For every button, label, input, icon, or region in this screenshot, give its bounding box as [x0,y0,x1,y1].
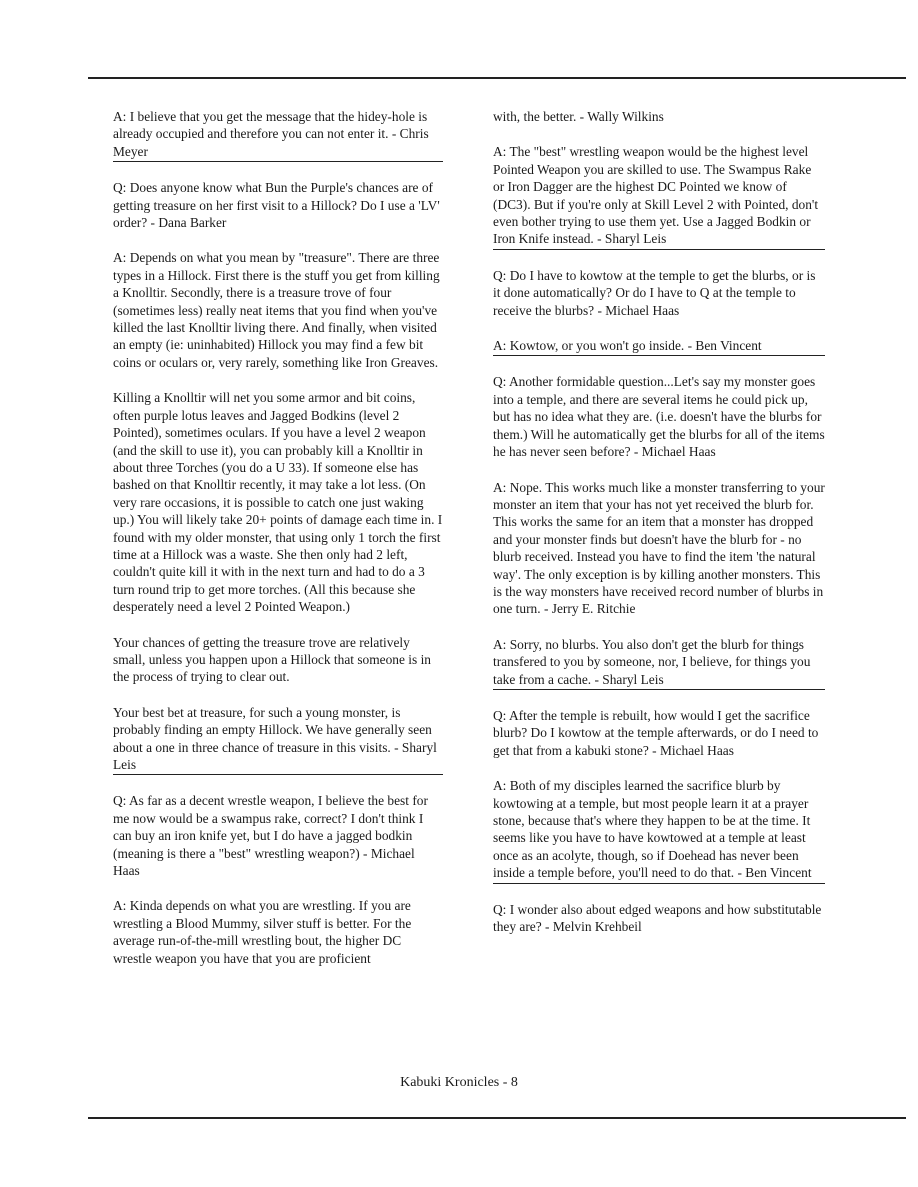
qa-paragraph: A: Nope. This works much like a monster transferring to your monster an item that your has not yet received the blurb for. This works the same for an item that a monster has dropped and your monster finds but doesn't have the blurb for - no blurb received. Instead you have to find the item 'the natural way'. The only exception is by killing another monsters. This is the way monsters have received record number of blurbs in one turn. - Jerry E. Ritchie [493,479,825,617]
qa-paragraph: Q: I wonder also about edged weapons and how substitutable they are? - Melvin Krehbeil [493,901,822,935]
qa-paragraph: Killing a Knolltir will net you some armor and bit coins, often purple lotus leaves and Jagged Bodkins (level 2 Pointed), sometimes oculars. If you have a level 2 weapon (and the skill to use it), you can probably kill a Knolltir in about three Torches (you do a U 33). If someone else has bashed on that Knolltir recently, it may take a lot less. (On very rare occasions, it is possible to catch one just waking up.) You will likely take 20+ points of damage each time in. I found with my older monster, that using only 1 torch the first time at a Hillock was a waste. She then only had 2 left, couldn't quite kill it with in the next turn and had to do a 3 turn round trip to get more torches. (All this because she desperately need a level 2 Pointed Weapon.) [113,390,443,615]
qa-paragraph: A: Both of my disciples learned the sacrifice blurb by kowtowing at a temple, but most people learn it at a prayer stone, because that's where they happen to be at the time. It seems like you have to have kowtowed at a temple at least once as an acolyte, though, so if Doehead has never been inside a temple before, you'll need to do that. - Ben Vincent [493,777,825,883]
right-column [493,108,825,953]
qa-paragraph: with, the better. - Wally Wilkins [493,109,664,124]
top-rule [88,77,906,79]
qa-paragraph: A: Kowtow, or you won't go inside. - Ben Vincent [493,337,825,356]
qa-paragraph: Q: As far as a decent wrestle weapon, I believe the best for me now would be a swampus rake, correct? I don't think I can buy an iron knife yet, but I do have a jagged bodkin (meaning is there a "best" wrestling weapon?) - Michael Haas [113,793,428,879]
qa-paragraph: A: Depends on what you mean by "treasure". There are three types in a Hillock. First there is the stuff you get from killing a Knolltir. Secondly, there is a treasure trove of four (sometimes less) really neat items that you find when you've killed the last Knolltir living there. And finally, when visited an empty (ie: uninhabited) Hillock you may find a few bit coins or oculars or, very rarely, something like Iron Greaves. [113,250,440,370]
qa-paragraph: Q: Do I have to kowtow at the temple to get the blurbs, or is it done automatically? Or do I have to Q at the temple to receive the blurbs? - Michael Haas [493,267,816,318]
qa-paragraph: Q: After the temple is rebuilt, how would I get the sacrifice blurb? Do I kowtow at the temple afterwards, or do I need to get that from a kabuki stone? - Michael Haas [493,707,819,758]
qa-paragraph: A: I believe that you get the message that the hidey-hole is already occupied and therefore you can not enter it. - Chris Meyer [113,108,443,162]
qa-paragraph: Q: Another formidable question...Let's say my monster goes into a temple, and there are several items he could pick up, but has no idea what they are. (i.e. doesn't have the blurbs for them.) Will he automatically get the blurbs for all of the items he has never seen before? - Michael Haas [493,374,825,460]
page-footer: Kabuki Kronicles - 8 [400,1075,518,1090]
qa-paragraph: A: Kinda depends on what you are wrestling. If you are wrestling a Blood Mummy, silver stuff is better. For the average run-of-the-mill wrestling bout, the higher DC wrestle weapon you have that you are proficient [113,898,412,966]
left-column [113,108,443,985]
qa-paragraph: Your best bet at treasure, for such a young monster, is probably finding an empty Hillock. We have generally seen about a one in three chance of treasure in this visits. - Sharyl Leis [113,704,443,776]
qa-paragraph: A: The "best" wrestling weapon would be the highest level Pointed Weapon you are skilled to use. The Swampus Rake or Iron Dagger are the highest DC Pointed we know of (DC3). But if you're only at Skill Level 2 with Pointed, don't even bother trying to use them yet. Use a Jagged Bodkin or Iron Knife instead. - Sharyl Leis [493,143,825,249]
qa-paragraph: Your chances of getting the treasure trove are relatively small, unless you happen upon a Hillock that someone is in the process of trying to clear out. [113,634,431,685]
qa-paragraph: A: Sorry, no blurbs. You also don't get the blurb for things transfered to you by someone, nor, I believe, for things you take from a cache. - Sharyl Leis [493,636,825,690]
qa-paragraph: Q: Does anyone know what Bun the Purple's chances are of getting treasure on her first visit to a Hillock? Do I use a 'LV' order? - Dana Barker [113,180,440,231]
bottom-rule [88,1117,906,1119]
